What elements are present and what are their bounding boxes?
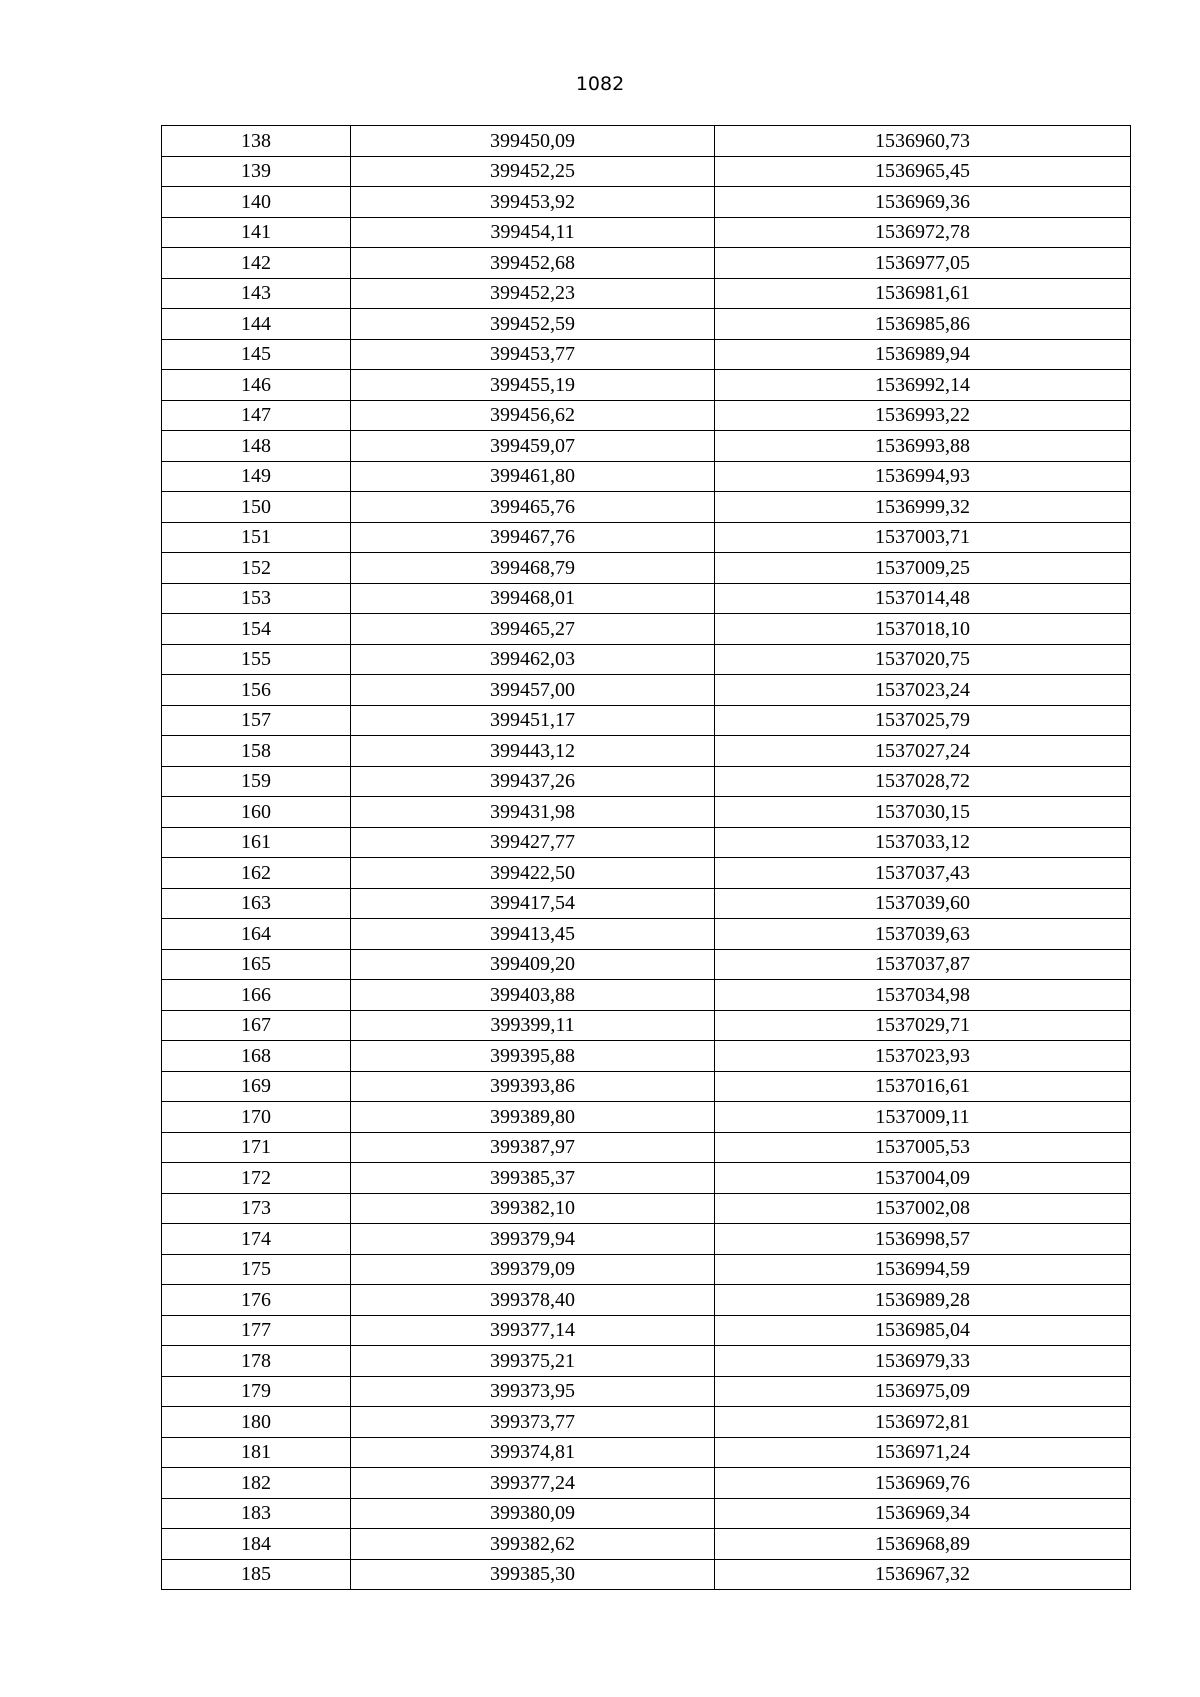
point-number-cell: 164 — [162, 919, 351, 950]
point-number-cell: 166 — [162, 980, 351, 1011]
point-number-cell: 173 — [162, 1193, 351, 1224]
point-number-cell: 156 — [162, 675, 351, 706]
table-row — [162, 1132, 1131, 1163]
table-row — [162, 919, 1131, 950]
y-coordinate-cell: 1536999,32 — [715, 492, 1131, 523]
x-coordinate-cell: 399452,25 — [351, 156, 715, 187]
x-coordinate-cell: 399431,98 — [351, 797, 715, 828]
x-coordinate-cell: 399378,40 — [351, 1285, 715, 1316]
point-number-cell: 140 — [162, 187, 351, 218]
point-number-cell: 150 — [162, 492, 351, 523]
x-coordinate-cell: 399409,20 — [351, 949, 715, 980]
point-number-cell: 182 — [162, 1468, 351, 1499]
y-coordinate-cell: 1537039,60 — [715, 888, 1131, 919]
y-coordinate-cell: 1536972,81 — [715, 1407, 1131, 1438]
point-number-cell: 147 — [162, 400, 351, 431]
table-row — [162, 1437, 1131, 1468]
y-coordinate-cell: 1536969,36 — [715, 187, 1131, 218]
point-number-cell: 172 — [162, 1163, 351, 1194]
table-row — [162, 217, 1131, 248]
table-row — [162, 827, 1131, 858]
y-coordinate-cell: 1537004,09 — [715, 1163, 1131, 1194]
table-row — [162, 1346, 1131, 1377]
x-coordinate-cell: 399468,01 — [351, 583, 715, 614]
x-coordinate-cell: 399373,77 — [351, 1407, 715, 1438]
x-coordinate-cell: 399382,62 — [351, 1529, 715, 1560]
table-row — [162, 1041, 1131, 1072]
x-coordinate-cell: 399467,76 — [351, 522, 715, 553]
table-row — [162, 644, 1131, 675]
table-row — [162, 1071, 1131, 1102]
point-number-cell: 139 — [162, 156, 351, 187]
table-row — [162, 431, 1131, 462]
x-coordinate-cell: 399468,79 — [351, 553, 715, 584]
y-coordinate-cell: 1536967,32 — [715, 1559, 1131, 1590]
point-number-cell: 184 — [162, 1529, 351, 1560]
table-row — [162, 583, 1131, 614]
table-row — [162, 1224, 1131, 1255]
table-row — [162, 1498, 1131, 1529]
point-number-cell: 157 — [162, 705, 351, 736]
point-number-cell: 168 — [162, 1041, 351, 1072]
table-row — [162, 156, 1131, 187]
coordinates-table-body — [162, 126, 1131, 1590]
y-coordinate-cell: 1536989,94 — [715, 339, 1131, 370]
point-number-cell: 167 — [162, 1010, 351, 1041]
table-row — [162, 309, 1131, 340]
table-row — [162, 370, 1131, 401]
y-coordinate-cell: 1537016,61 — [715, 1071, 1131, 1102]
x-coordinate-cell: 399427,77 — [351, 827, 715, 858]
y-coordinate-cell: 1536994,93 — [715, 461, 1131, 492]
x-coordinate-cell: 399454,11 — [351, 217, 715, 248]
x-coordinate-cell: 399457,00 — [351, 675, 715, 706]
y-coordinate-cell: 1536969,34 — [715, 1498, 1131, 1529]
table-row — [162, 400, 1131, 431]
point-number-cell: 141 — [162, 217, 351, 248]
y-coordinate-cell: 1536993,22 — [715, 400, 1131, 431]
x-coordinate-cell: 399387,97 — [351, 1132, 715, 1163]
table-row — [162, 1285, 1131, 1316]
x-coordinate-cell: 399385,30 — [351, 1559, 715, 1590]
table-row — [162, 705, 1131, 736]
table-row — [162, 1559, 1131, 1590]
y-coordinate-cell: 1536960,73 — [715, 126, 1131, 157]
point-number-cell: 162 — [162, 858, 351, 889]
table-row — [162, 614, 1131, 645]
point-number-cell: 155 — [162, 644, 351, 675]
y-coordinate-cell: 1537002,08 — [715, 1193, 1131, 1224]
point-number-cell: 176 — [162, 1285, 351, 1316]
point-number-cell: 153 — [162, 583, 351, 614]
point-number-cell: 148 — [162, 431, 351, 462]
x-coordinate-cell: 399450,09 — [351, 126, 715, 157]
y-coordinate-cell: 1536994,59 — [715, 1254, 1131, 1285]
x-coordinate-cell: 399461,80 — [351, 461, 715, 492]
y-coordinate-cell: 1537037,43 — [715, 858, 1131, 889]
x-coordinate-cell: 399452,59 — [351, 309, 715, 340]
table-row — [162, 766, 1131, 797]
x-coordinate-cell: 399377,24 — [351, 1468, 715, 1499]
x-coordinate-cell: 399389,80 — [351, 1102, 715, 1133]
table-row — [162, 1163, 1131, 1194]
point-number-cell: 170 — [162, 1102, 351, 1133]
y-coordinate-cell: 1537027,24 — [715, 736, 1131, 767]
point-number-cell: 161 — [162, 827, 351, 858]
point-number-cell: 151 — [162, 522, 351, 553]
table-row — [162, 126, 1131, 157]
x-coordinate-cell: 399422,50 — [351, 858, 715, 889]
table-row — [162, 736, 1131, 767]
y-coordinate-cell: 1536971,24 — [715, 1437, 1131, 1468]
table-row — [162, 949, 1131, 980]
y-coordinate-cell: 1536985,86 — [715, 309, 1131, 340]
x-coordinate-cell: 399437,26 — [351, 766, 715, 797]
y-coordinate-cell: 1536985,04 — [715, 1315, 1131, 1346]
point-number-cell: 180 — [162, 1407, 351, 1438]
table-row — [162, 522, 1131, 553]
table-row — [162, 187, 1131, 218]
point-number-cell: 177 — [162, 1315, 351, 1346]
y-coordinate-cell: 1537025,79 — [715, 705, 1131, 736]
x-coordinate-cell: 399453,77 — [351, 339, 715, 370]
point-number-cell: 158 — [162, 736, 351, 767]
page-number: 1082 — [575, 73, 625, 95]
x-coordinate-cell: 399403,88 — [351, 980, 715, 1011]
x-coordinate-cell: 399385,37 — [351, 1163, 715, 1194]
table-row — [162, 278, 1131, 309]
table-row — [162, 858, 1131, 889]
x-coordinate-cell: 399459,07 — [351, 431, 715, 462]
y-coordinate-cell: 1536968,89 — [715, 1529, 1131, 1560]
x-coordinate-cell: 399465,27 — [351, 614, 715, 645]
y-coordinate-cell: 1536969,76 — [715, 1468, 1131, 1499]
y-coordinate-cell: 1536972,78 — [715, 217, 1131, 248]
table-row — [162, 553, 1131, 584]
point-number-cell: 145 — [162, 339, 351, 370]
point-number-cell: 154 — [162, 614, 351, 645]
point-number-cell: 160 — [162, 797, 351, 828]
x-coordinate-cell: 399373,95 — [351, 1376, 715, 1407]
y-coordinate-cell: 1537005,53 — [715, 1132, 1131, 1163]
y-coordinate-cell: 1537039,63 — [715, 919, 1131, 950]
y-coordinate-cell: 1536977,05 — [715, 248, 1131, 279]
y-coordinate-cell: 1537018,10 — [715, 614, 1131, 645]
coordinates-table — [161, 125, 1131, 1590]
x-coordinate-cell: 399393,86 — [351, 1071, 715, 1102]
y-coordinate-cell: 1536992,14 — [715, 370, 1131, 401]
x-coordinate-cell: 399452,68 — [351, 248, 715, 279]
point-number-cell: 138 — [162, 126, 351, 157]
x-coordinate-cell: 399452,23 — [351, 278, 715, 309]
y-coordinate-cell: 1536965,45 — [715, 156, 1131, 187]
table-row — [162, 1407, 1131, 1438]
table-row — [162, 1193, 1131, 1224]
point-number-cell: 163 — [162, 888, 351, 919]
point-number-cell: 171 — [162, 1132, 351, 1163]
y-coordinate-cell: 1537030,15 — [715, 797, 1131, 828]
table-row — [162, 888, 1131, 919]
x-coordinate-cell: 399455,19 — [351, 370, 715, 401]
point-number-cell: 146 — [162, 370, 351, 401]
point-number-cell: 165 — [162, 949, 351, 980]
point-number-cell: 178 — [162, 1346, 351, 1377]
table-row — [162, 797, 1131, 828]
y-coordinate-cell: 1537033,12 — [715, 827, 1131, 858]
point-number-cell: 149 — [162, 461, 351, 492]
x-coordinate-cell: 399465,76 — [351, 492, 715, 523]
point-number-cell: 183 — [162, 1498, 351, 1529]
table-row — [162, 980, 1131, 1011]
x-coordinate-cell: 399417,54 — [351, 888, 715, 919]
table-row — [162, 1102, 1131, 1133]
point-number-cell: 143 — [162, 278, 351, 309]
y-coordinate-cell: 1537023,93 — [715, 1041, 1131, 1072]
x-coordinate-cell: 399462,03 — [351, 644, 715, 675]
table-row — [162, 492, 1131, 523]
table-row — [162, 1315, 1131, 1346]
table-row — [162, 248, 1131, 279]
y-coordinate-cell: 1536993,88 — [715, 431, 1131, 462]
table-row — [162, 339, 1131, 370]
x-coordinate-cell: 399443,12 — [351, 736, 715, 767]
y-coordinate-cell: 1537029,71 — [715, 1010, 1131, 1041]
y-coordinate-cell: 1536975,09 — [715, 1376, 1131, 1407]
x-coordinate-cell: 399377,14 — [351, 1315, 715, 1346]
x-coordinate-cell: 399375,21 — [351, 1346, 715, 1377]
y-coordinate-cell: 1537014,48 — [715, 583, 1131, 614]
y-coordinate-cell: 1536979,33 — [715, 1346, 1131, 1377]
point-number-cell: 174 — [162, 1224, 351, 1255]
y-coordinate-cell: 1536989,28 — [715, 1285, 1131, 1316]
y-coordinate-cell: 1537009,11 — [715, 1102, 1131, 1133]
x-coordinate-cell: 399456,62 — [351, 400, 715, 431]
table-row — [162, 1468, 1131, 1499]
y-coordinate-cell: 1536998,57 — [715, 1224, 1131, 1255]
table-row — [162, 1529, 1131, 1560]
point-number-cell: 144 — [162, 309, 351, 340]
x-coordinate-cell: 399379,09 — [351, 1254, 715, 1285]
y-coordinate-cell: 1537028,72 — [715, 766, 1131, 797]
x-coordinate-cell: 399413,45 — [351, 919, 715, 950]
x-coordinate-cell: 399379,94 — [351, 1224, 715, 1255]
y-coordinate-cell: 1537020,75 — [715, 644, 1131, 675]
x-coordinate-cell: 399395,88 — [351, 1041, 715, 1072]
y-coordinate-cell: 1536981,61 — [715, 278, 1131, 309]
point-number-cell: 181 — [162, 1437, 351, 1468]
point-number-cell: 175 — [162, 1254, 351, 1285]
x-coordinate-cell: 399399,11 — [351, 1010, 715, 1041]
table-row — [162, 675, 1131, 706]
x-coordinate-cell: 399374,81 — [351, 1437, 715, 1468]
y-coordinate-cell: 1537034,98 — [715, 980, 1131, 1011]
point-number-cell: 179 — [162, 1376, 351, 1407]
x-coordinate-cell: 399451,17 — [351, 705, 715, 736]
table-row — [162, 461, 1131, 492]
table-row — [162, 1254, 1131, 1285]
y-coordinate-cell: 1537037,87 — [715, 949, 1131, 980]
y-coordinate-cell: 1537009,25 — [715, 553, 1131, 584]
point-number-cell: 152 — [162, 553, 351, 584]
y-coordinate-cell: 1537023,24 — [715, 675, 1131, 706]
x-coordinate-cell: 399380,09 — [351, 1498, 715, 1529]
table-row — [162, 1010, 1131, 1041]
x-coordinate-cell: 399382,10 — [351, 1193, 715, 1224]
table-row — [162, 1376, 1131, 1407]
point-number-cell: 169 — [162, 1071, 351, 1102]
x-coordinate-cell: 399453,92 — [351, 187, 715, 218]
point-number-cell: 159 — [162, 766, 351, 797]
point-number-cell: 142 — [162, 248, 351, 279]
y-coordinate-cell: 1537003,71 — [715, 522, 1131, 553]
point-number-cell: 185 — [162, 1559, 351, 1590]
